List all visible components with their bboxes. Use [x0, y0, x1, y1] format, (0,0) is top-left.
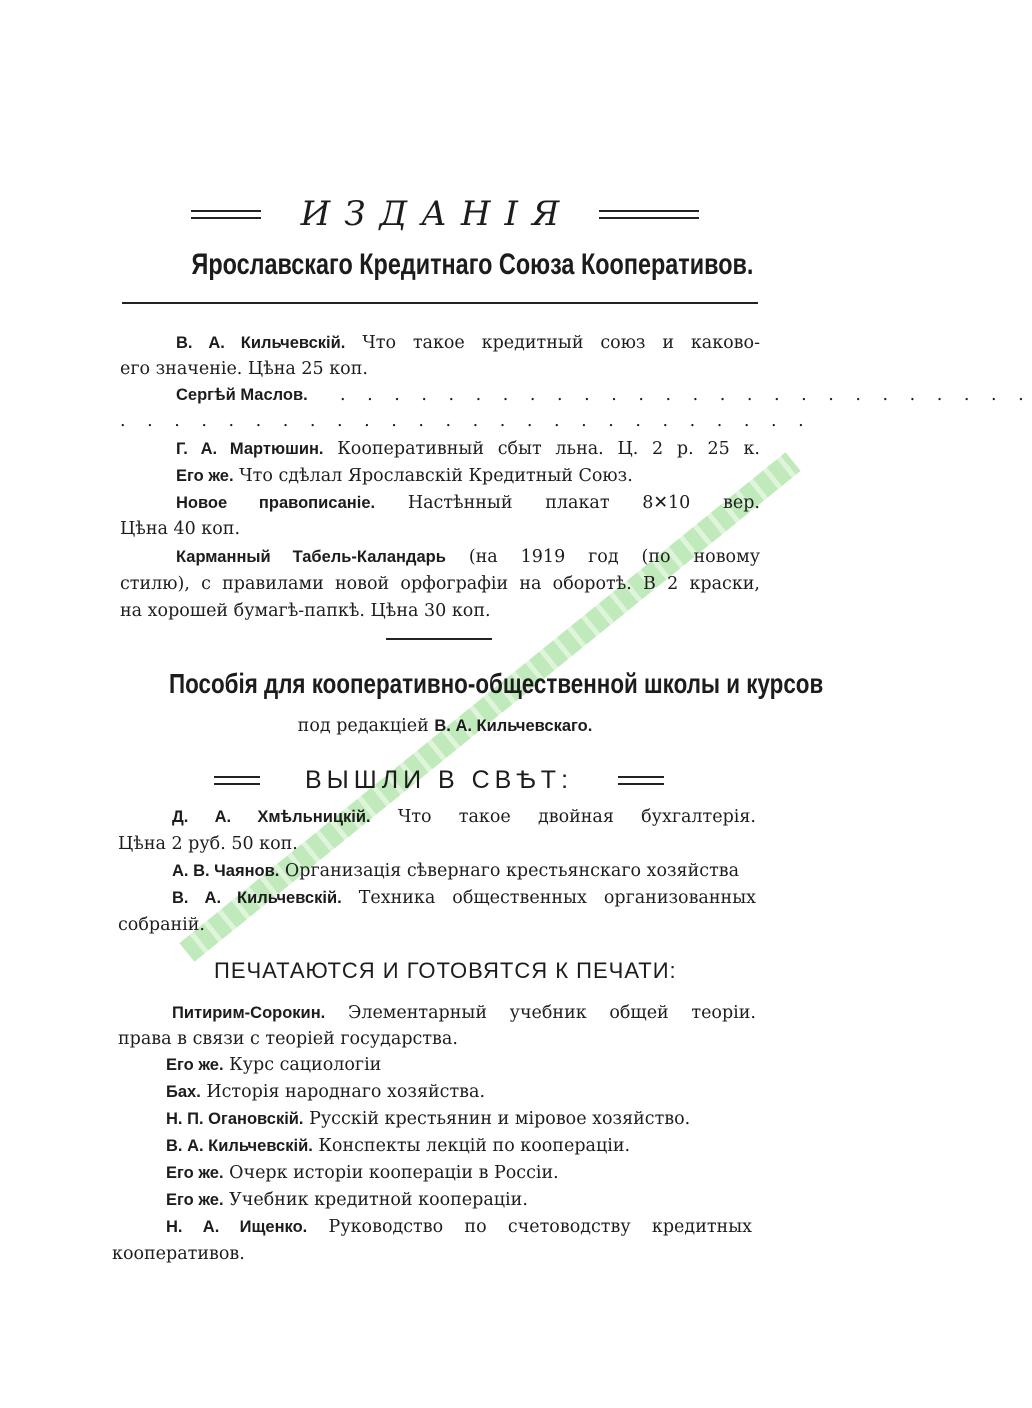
title-row — [160, 192, 730, 236]
section-title: Пособія для кооперативно-общественной школы и курсов — [169, 668, 824, 699]
published-banner: ВЫШЛИ В СВѢТ: — [304, 765, 574, 794]
forthcoming-entry: В. А. Кильчевскій. Конспекты лекцій по коопераціи. — [166, 1136, 631, 1156]
header-rule — [122, 302, 758, 304]
published-banner-row — [214, 762, 664, 798]
published-entry-cont: Цѣна 2 руб. 50 коп. — [118, 834, 298, 854]
forthcoming-entry: Н. П. Огановскій. Русскій крестьянин и міровое хозяйство. — [166, 1109, 691, 1129]
leader-dots: . . . . . . . . . . . . . . . . . . . . . . . . . . — [120, 411, 812, 431]
pub-entry-cont: стилю), с правилами новой орфографіи на оборотѣ. В 2 краски, — [120, 574, 760, 594]
title-rule-left — [191, 210, 261, 219]
section-divider — [386, 638, 492, 640]
banner-rule-left — [214, 776, 260, 785]
forthcoming-entry: Его же. Учебник кредитной коопераціи. — [166, 1190, 528, 1210]
forthcoming-entry-cont: кооперативов. — [112, 1244, 245, 1264]
forthcoming-entry: Н. А. Ищенко. Руководство по счетоводству кредитных — [166, 1217, 752, 1237]
title-rule-right — [599, 210, 699, 219]
published-entry: В. А. Кильчевскій. Техника общественных организованных — [172, 888, 756, 908]
forthcoming-banner: ПЕЧАТАЮТСЯ И ГОТОВЯТСЯ К ПЕЧАТИ: — [214, 958, 677, 983]
leader-dots: . . . . . . . . . . . . . . . . . . . . . . . . . . — [340, 385, 1032, 405]
pub-entry: Сергѣй Маслов. — [176, 386, 308, 404]
forthcoming-entry-cont: права в связи с теоріей государства. — [118, 1029, 458, 1049]
published-entry-cont: собраній. — [118, 915, 205, 935]
page-subtitle: Ярославскаго Кредитнаго Союза Кооперативов. — [191, 248, 754, 281]
pub-entry: В. А. Кильчевскій. Что такое кредитный союз и каково- — [176, 333, 760, 353]
pub-entry: Его же. Что сдѣлал Ярославскій Кредитный Союз. — [176, 466, 633, 486]
forthcoming-entry: Его же. Курс сациологіи — [166, 1055, 382, 1075]
published-entry: Д. А. Хмѣльницкій. Что такое двойная бухгалтерія. — [172, 807, 756, 827]
pub-entry: Новое правописаніе. Настѣнный плакат 8✕10 вер. — [176, 493, 760, 513]
pub-entry-cont: его значеніе. Цѣна 25 коп. — [120, 359, 368, 379]
pub-entry-cont: Цѣна 40 коп. — [120, 519, 241, 539]
pub-entry-cont: на хорошей бумагѣ-папкѣ. Цѣна 30 коп. — [120, 601, 491, 621]
page-title: ИЗДАНІЯ — [300, 194, 574, 234]
section-editor: под редакціей В. А. Кильчевскаго. — [297, 716, 593, 736]
forthcoming-entry: Питирим-Сорокин. Элементарный учебник общей теоріи. — [172, 1003, 756, 1023]
forthcoming-entry: Бах. Исторія народнаго хозяйства. — [166, 1082, 486, 1102]
pub-entry: Г. А. Мартюшин. Кооперативный сбыт льна. Ц. 2 р. 25 к. — [176, 439, 760, 459]
forthcoming-entry: Его же. Очерк исторіи коопераціи в Россіи. — [166, 1163, 559, 1183]
banner-rule-right — [618, 776, 664, 785]
published-entry: А. В. Чаянов. Организація сѣвернаго крестьянскаго хозяйства — [172, 861, 740, 881]
pub-entry: Карманный Табель-Каландарь (на 1919 год (по новому — [176, 547, 760, 567]
